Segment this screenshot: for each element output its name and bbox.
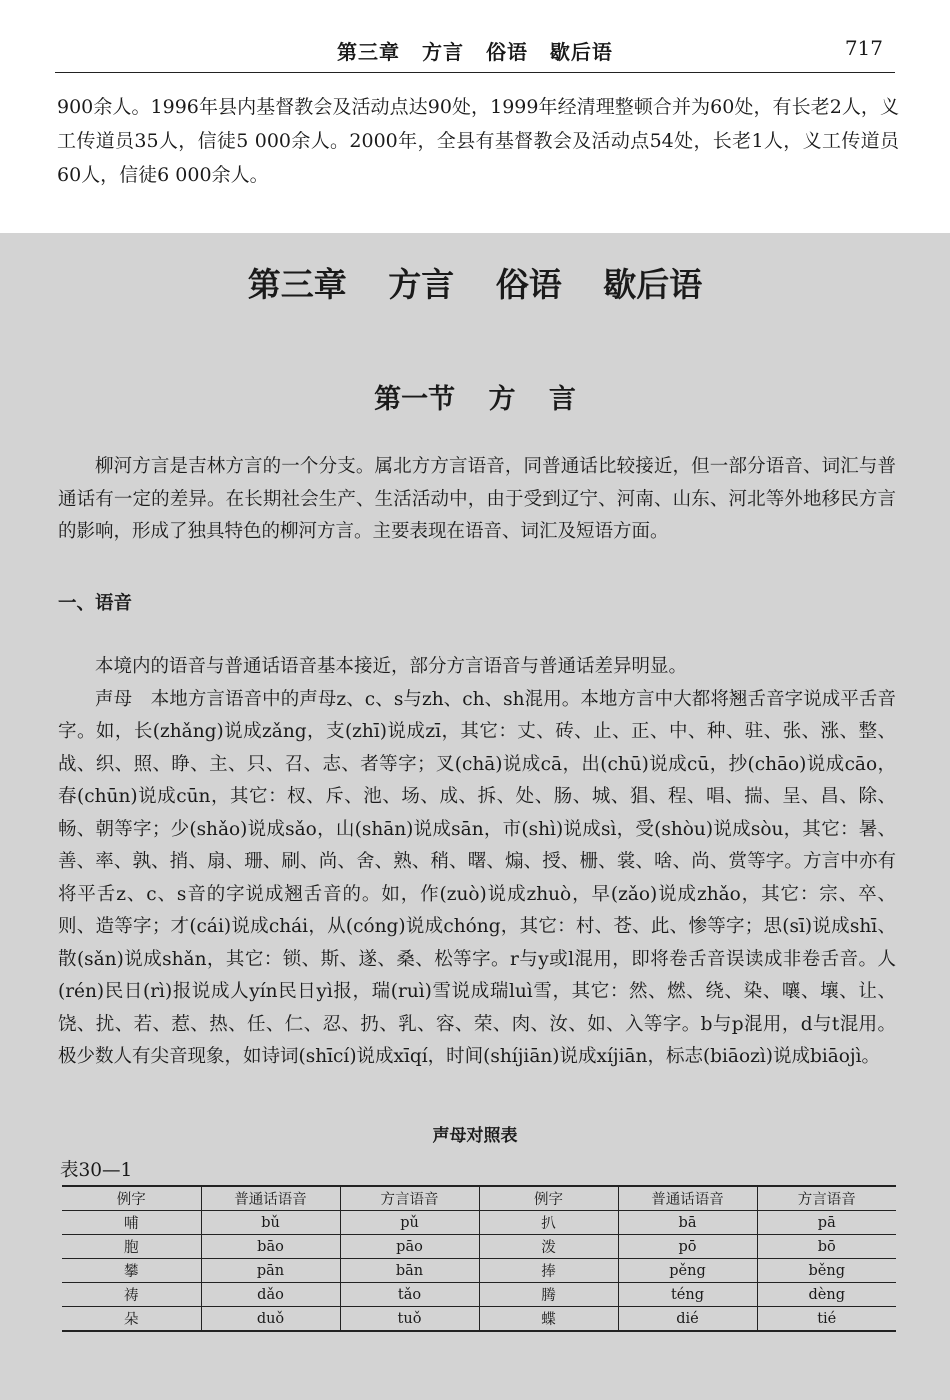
table-cell: dié [618, 1307, 757, 1332]
table-cell: bā [618, 1211, 757, 1235]
table-cell: pǔ [340, 1211, 479, 1235]
table-cell: bǔ [201, 1211, 340, 1235]
table-cell: pā [757, 1211, 896, 1235]
table-cell: pěng [618, 1259, 757, 1283]
table-row [62, 1235, 896, 1259]
table-row [62, 1307, 896, 1332]
table-row [62, 1259, 896, 1283]
page-header [55, 28, 895, 73]
section-title: 第一节 方 言 [374, 384, 576, 415]
table-cell: 胞 [62, 1235, 201, 1259]
table-cell: 祷 [62, 1283, 201, 1307]
phonetics-text [58, 651, 896, 1074]
table-number: 表30—1 [60, 1160, 133, 1181]
table-row [62, 1211, 896, 1235]
table-cell: 攀 [62, 1259, 201, 1283]
table-cell: pō [618, 1235, 757, 1259]
table-header-row [62, 1186, 896, 1211]
header-cell: 普通话语音 [618, 1186, 757, 1211]
table-cell: tǎo [340, 1283, 479, 1307]
sound-intro-paragraph: 本境内的语音与普通话语音基本接近，部分方言语音与普通话差异明显。 [95, 656, 688, 677]
table-cell: 朵 [62, 1307, 201, 1332]
header-cell: 例字 [62, 1186, 201, 1211]
table-cell: dèng [757, 1283, 896, 1307]
table-cell: běng [757, 1259, 896, 1283]
table-cell: pāo [340, 1235, 479, 1259]
table-cell: bō [757, 1235, 896, 1259]
table-cell: téng [618, 1283, 757, 1307]
intro-paragraph: 柳河方言是吉林方言的一个分支。属北方方言语音，同普通话比较接近，但一部分语音、词汇与普通话有一定的差异。在长期社会生产、生活活动中，由于受到辽宁、河南、山东、河北等外地移民方言的影响，形成了独具特色的柳河方言。主要表现在语音、词汇及短语方面。 [58, 456, 896, 542]
table-cell: bāo [201, 1235, 340, 1259]
header-cell: 方言语音 [340, 1186, 479, 1211]
initials-paragraph: 声母 本地方言语音中的声母z、c、s与zh、ch、sh混用。本地方言中大都将翘舌音字说成平舌音字。如，长(zhǎng)说成zǎng，支(zhī)说成zī，其它：丈、砖、止、正、中、种、驻、张、涨、整、战、织、照、睁、主、只、召、志、者等字；叉(chā)说成cā，出(chū)说成cū，抄(chāo)说成cāo，春(chūn)说成cūn，其它：杈、斥、池、场、成、拆、处、肠、城、猖、程、唱、揣、呈、昌、除、畅、朝等字；少(shǎo)说成sǎo，山(shān)说成sān，市(shì)说成sì，受(shòu)说成sòu，其它：暑、善、率、孰、捎、扇、珊、刷、尚、舍、熟、稍、曙、煽、授、栅、裳、啥、尚、赏等字。方言中亦有将平舌z、c、s音的字说成翘舌音的。如，作(zuò)说成zhuò，早(zǎo)说成zhǎo，其它：宗、卒、则、造等字；才(cái)说成chái，从(cóng)说成chóng，其它：村、苍、此、惨等字；思(sī)说成shī、散(sǎn)说成shǎn，其它：锁、斯、遂、桑、松等字。r与y或l混用，即将卷舌音误读成非卷舌音。人(rén)民日(rì)报说成人yín民日yì报，瑞(ruì)雪说成瑞luì雪，其它：然、燃、绕、染、嚷、壤、让、饶、扰、若、惹、热、任、仁、忍、扔、乳、容、荣、肉、汝、如、入等字。b与p混用，d与t混用。极少数人有尖音现象，如诗词(shīcí)说成xīqí，时间(shíjiān)说成xíjiān，标志(biāozì)说成biāojì。 [58, 688, 896, 1067]
chapter-section [0, 233, 950, 1400]
table-cell: 蝶 [479, 1307, 618, 1332]
table-cell: 哺 [62, 1211, 201, 1235]
table-cell: tuǒ [340, 1307, 479, 1332]
table-cell: 扒 [479, 1211, 618, 1235]
subsection-heading: 一、语音 [58, 593, 133, 614]
header-cell: 方言语音 [757, 1186, 896, 1211]
table-cell: 捧 [479, 1259, 618, 1283]
table-cell: dǎo [201, 1283, 340, 1307]
previous-section-area [0, 0, 950, 233]
table-cell: 泼 [479, 1235, 618, 1259]
running-head: 第三章 方言 俗语 歇后语 [337, 40, 613, 64]
initials-comparison-table [62, 1185, 896, 1332]
table-caption: 声母对照表 [432, 1126, 518, 1146]
continuation-paragraph: 900余人。1996年县内基督教会及活动点达90处，1999年经清理整顿合并为60处，有长老2人，义工传道员35人，信徒5 000余人。2000年，全县有基督教会及活动点54处，长老1人，义工传道员60人，信徒6 000余人。 [57, 96, 899, 186]
table-cell: 腾 [479, 1283, 618, 1307]
table-cell: tié [757, 1307, 896, 1332]
page-number: 717 [844, 36, 883, 60]
header-cell: 例字 [479, 1186, 618, 1211]
table-cell: duǒ [201, 1307, 340, 1332]
table-row [62, 1283, 896, 1307]
table-cell: pān [201, 1259, 340, 1283]
table-cell: bān [340, 1259, 479, 1283]
header-cell: 普通话语音 [201, 1186, 340, 1211]
chapter-title: 第三章 方言 俗语 歇后语 [247, 265, 703, 304]
